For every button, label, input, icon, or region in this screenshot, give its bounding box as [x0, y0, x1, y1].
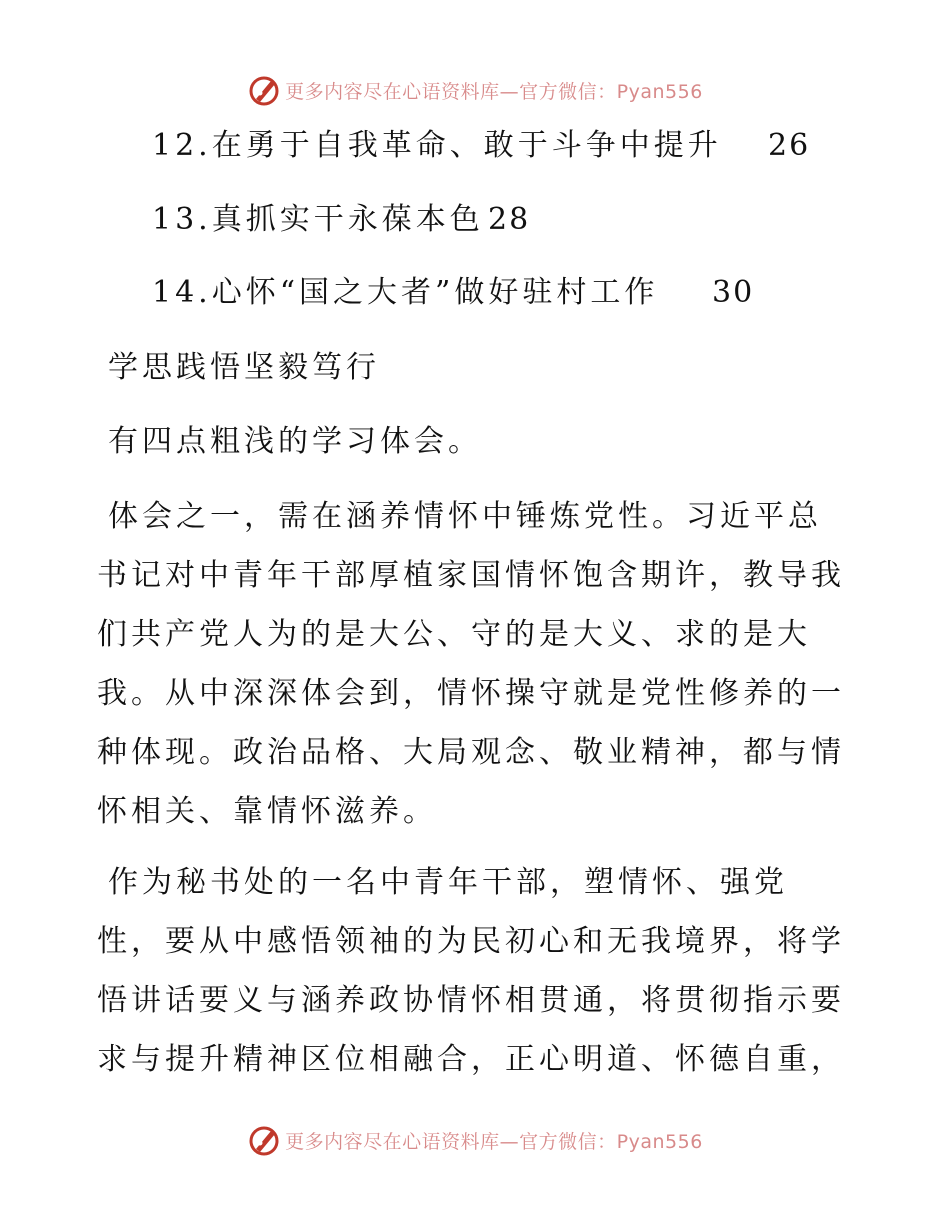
- toc-title: 13.真抓实干永葆本色: [152, 202, 484, 237]
- paragraph-2-line: 性，要从中感悟领袖的为民初心和无我境界，将学: [97, 924, 845, 959]
- paragraph-1-line: 书记对中青年干部厚植家国情怀饱含期许，教导我: [97, 558, 845, 593]
- toc-page: 30: [712, 275, 755, 310]
- pen-logo-icon: [247, 1123, 281, 1157]
- paragraph-1-line: 种体现。政治品格、大局观念、敬业精神，都与情: [97, 735, 845, 770]
- toc-item-12[interactable]: [152, 126, 722, 166]
- paragraph-1-line: 体会之一，需在涵养情怀中锤炼党性。习近平总: [108, 499, 822, 534]
- paragraph-1-line: 我。从中深深体会到，情怀操守就是党性修养的一: [97, 676, 845, 711]
- intro-text: 有四点粗浅的学习体会。: [108, 424, 482, 459]
- toc-page: 28: [488, 202, 531, 237]
- toc-title: 12.在勇于自我革命、敢于斗争中提升: [152, 128, 722, 163]
- header-banner: [0, 70, 950, 110]
- section-heading: 学思践悟坚毅笃行: [108, 350, 380, 385]
- footer-banner-text: 更多内容尽在心语资料库—官方微信：Pyan556: [285, 1130, 703, 1153]
- footer-banner: [0, 1120, 950, 1160]
- toc-item-14[interactable]: [152, 273, 658, 313]
- toc-title: 14.心怀“国之大者”做好驻村工作: [152, 275, 659, 310]
- paragraph-2-line: 求与提升精神区位相融合，正心明道、怀德自重，: [97, 1042, 845, 1077]
- paragraph-1-line: 们共产党人为的是大公、守的是大义、求的是大: [97, 617, 811, 652]
- paragraph-2-line: 作为秘书处的一名中青年干部，塑情怀、强党: [108, 865, 788, 900]
- paragraph-2-line: 悟讲话要义与涵养政协情怀相贯通，将贯彻指示要: [97, 983, 845, 1018]
- pen-logo-icon: [247, 73, 281, 107]
- header-banner-text: 更多内容尽在心语资料库—官方微信：Pyan556: [285, 80, 703, 103]
- toc-page: 26: [768, 128, 811, 163]
- paragraph-1-line: 怀相关、靠情怀滋养。: [97, 794, 437, 829]
- toc-item-13[interactable]: [152, 200, 484, 240]
